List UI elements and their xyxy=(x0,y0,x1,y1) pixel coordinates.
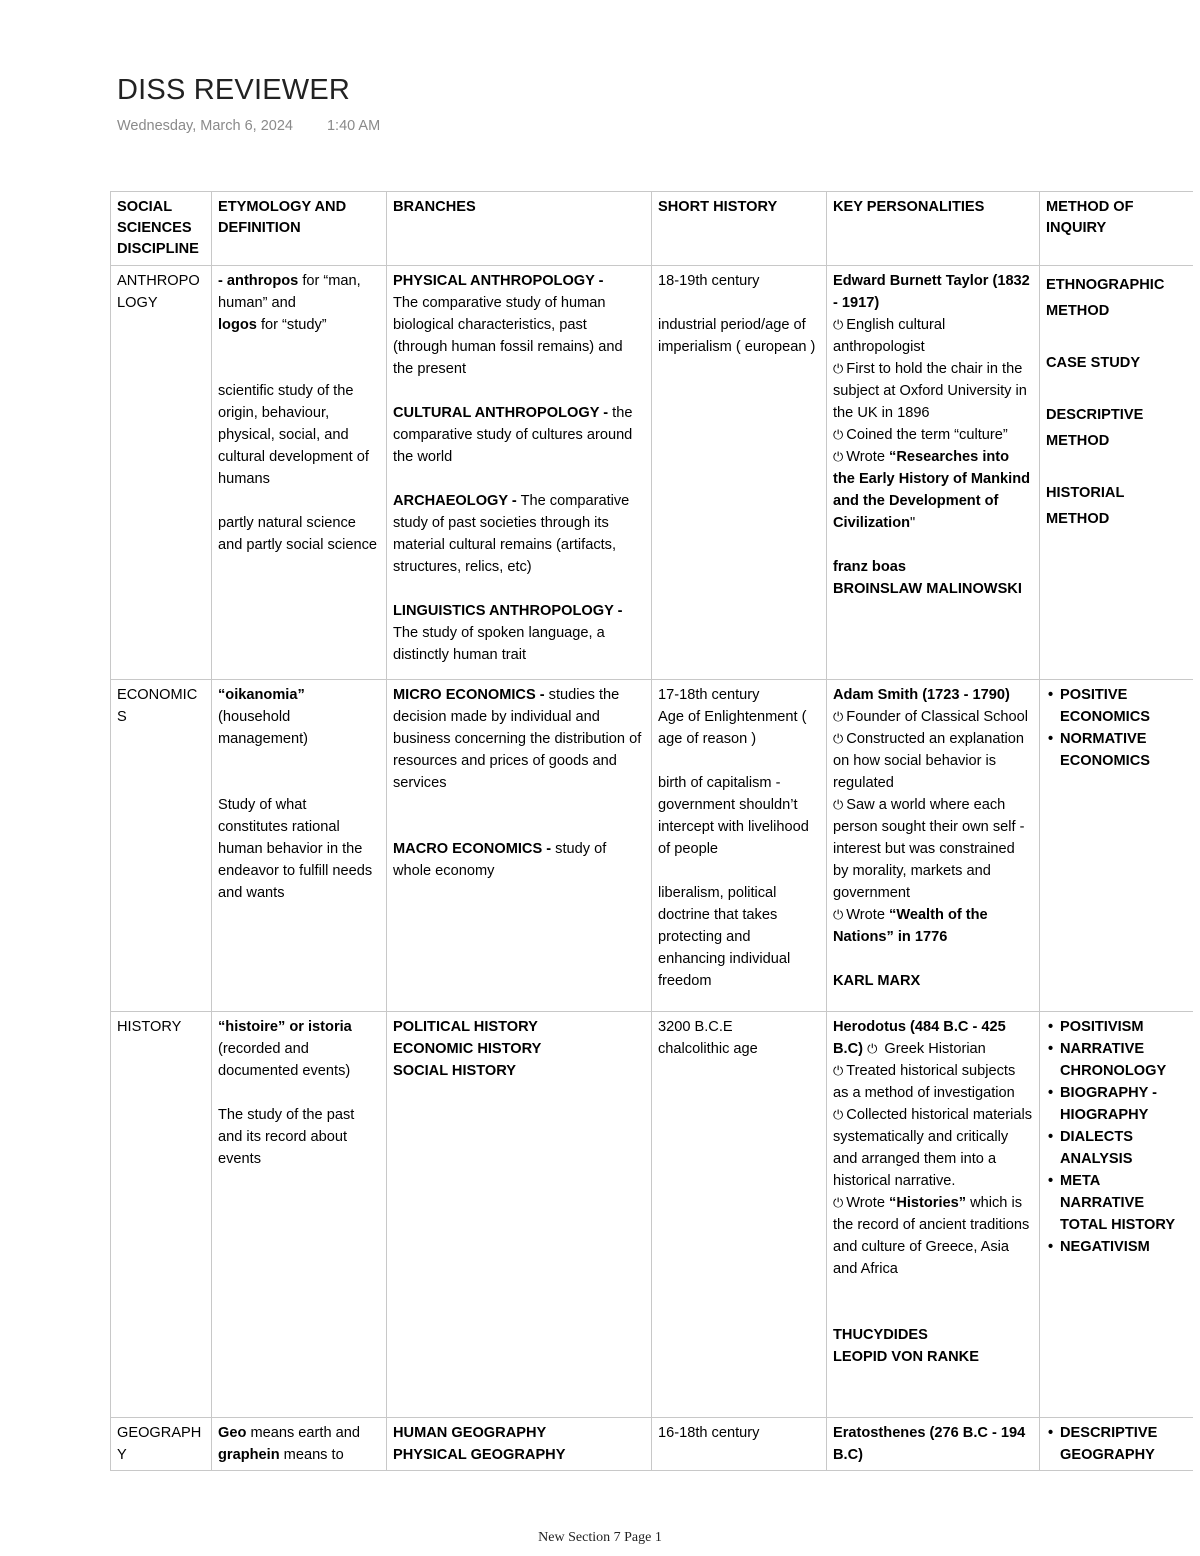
power-icon: ⏻ xyxy=(867,1041,878,1056)
list-item: • DIALECTS ANALYSIS xyxy=(1046,1126,1187,1170)
table-row xyxy=(111,1418,1194,1471)
power-icon: ⏻ xyxy=(833,709,844,724)
power-icon: ⏻ xyxy=(833,427,844,442)
power-icon: ⏻ xyxy=(833,731,844,746)
personalities-cell: Herodotus (484 B.C - 425 B.C) ⏻ Greek Historian ⏻ Treated historical subjects as a method of investigation ⏻ Collected historical materials systematically and critically and arranged them into a historical narrative. ⏻ Wrote “Histories” which is the record of ancient traditions and culture of Greece, Asia and Africa THUCYDIDES LEOPID VON RANKE xyxy=(827,1012,1040,1418)
branches-cell: PHYSICAL ANTHROPOLOGY - The comparative study of human biological characteristics, past (through human fossil remains) and the present CULTURAL ANTHROPOLOGY - the comparative study of cultures around the world ARCHAEOLOGY - The comparative study of past societies through its material cultural remains (artifacts, structures, relics, etc) LINGUISTICS ANTHROPOLOGY - The study of spoken language, a distinctly human trait xyxy=(387,266,652,680)
table-container xyxy=(110,191,1193,1481)
method-cell xyxy=(1040,680,1194,1012)
etymology-cell: “oikanomia” (household management) Study of what constitutes rational human behavior in the endeavor to fulfill needs and wants xyxy=(212,680,387,1012)
discipline-cell: ANTHROPOLOGY xyxy=(111,266,212,680)
method-list xyxy=(1046,684,1187,772)
short-history-cell: 3200 B.C.E chalcolithic age xyxy=(652,1012,827,1418)
definition-text: scientific study of the origin, behaviour, physical, social, and cultural development of humans xyxy=(218,383,369,487)
page-title: DISS REVIEWER xyxy=(117,74,351,106)
power-icon: ⏻ xyxy=(833,1195,844,1210)
personalities-cell: Adam Smith (1723 - 1790) ⏻ Founder of Classical School ⏻ Constructed an explanation on how social behavior is regulated ⏻ Saw a world where each person sought their own self - interest but was constrained by morality, markets and government ⏻ Wrote “Wealth of the Nations” in 1776 KARL MARX xyxy=(827,680,1040,1012)
list-item: • NARRATIVE CHRONOLOGY xyxy=(1046,1038,1187,1082)
discipline-cell: HISTORY xyxy=(111,1012,212,1418)
personalities-cell: Eratosthenes (276 B.C - 194 B.C) xyxy=(827,1418,1040,1471)
page-date: Wednesday, March 6, 2024 xyxy=(117,118,293,134)
header-key-personalities: KEY PERSONALITIES xyxy=(827,192,1040,266)
method-cell xyxy=(1040,1418,1194,1471)
page-footer: New Section 7 Page 1 xyxy=(538,1530,662,1545)
table-row xyxy=(111,1012,1194,1418)
header-branches: BRANCHES xyxy=(387,192,652,266)
page-meta xyxy=(117,118,380,134)
short-history-cell: 17-18th century Age of Enlightenment ( age of reason ) birth of capitalism - government shouldn’t intercept with livelihood of people liberalism, political doctrine that takes protecting and enhancing individual freedom xyxy=(652,680,827,1012)
method-cell: ETHNOGRAPHIC METHOD CASE STUDY DESCRIPTIVE METHOD HISTORIAL METHOD xyxy=(1040,266,1194,680)
page-time: 1:40 AM xyxy=(326,118,381,134)
discipline-cell: ECONOMICS xyxy=(111,680,212,1012)
definition-text: Study of what constitutes rational human behavior in the endeavor to fulfill needs and wants xyxy=(218,797,373,901)
header-method: METHOD OF INQUIRY xyxy=(1040,192,1194,266)
table-row xyxy=(111,680,1194,1012)
power-icon: ⏻ xyxy=(833,361,844,376)
list-item: • BIOGRAPHY - HIOGRAPHY xyxy=(1046,1082,1187,1126)
definition-text: The study of the past and its record about events xyxy=(218,1107,355,1167)
list-item: • NORMATIVE ECONOMICS xyxy=(1046,728,1187,772)
power-icon: ⏻ xyxy=(833,797,844,812)
power-icon: ⏻ xyxy=(833,449,844,464)
method-cell xyxy=(1040,1012,1194,1418)
etymology-cell: Geo means earth and graphein means to xyxy=(212,1418,387,1471)
header-etymology: ETYMOLOGY AND DEFINITION xyxy=(212,192,387,266)
table-row xyxy=(111,266,1194,680)
etymology-cell: - anthropos for “man, human” and logos for “study” scientific study of the origin, behaviour, physical, social, and cultural development of humans partly natural science and partly social science xyxy=(212,266,387,680)
discipline-cell: GEOGRAPHY xyxy=(111,1418,212,1471)
branches-cell: HUMAN GEOGRAPHY PHYSICAL GEOGRAPHY xyxy=(387,1418,652,1471)
list-item: • DESCRIPTIVE GEOGRAPHY xyxy=(1046,1422,1187,1466)
social-sciences-table xyxy=(110,191,1193,1471)
power-icon: ⏻ xyxy=(833,907,844,922)
table-header-row xyxy=(111,192,1194,266)
header-discipline: SOCIAL SCIENCES DISCIPLINE xyxy=(111,192,212,266)
power-icon: ⏻ xyxy=(833,1063,844,1078)
short-history-cell: 18-19th century industrial period/age of imperialism ( european ) xyxy=(652,266,827,680)
power-icon: ⏻ xyxy=(833,317,844,332)
power-icon: ⏻ xyxy=(833,1107,844,1122)
header-short-history: SHORT HISTORY xyxy=(652,192,827,266)
list-item: • META NARRATIVE TOTAL HISTORY xyxy=(1046,1170,1187,1236)
method-list xyxy=(1046,1422,1187,1466)
branches-cell: POLITICAL HISTORY ECONOMIC HISTORY SOCIAL HISTORY xyxy=(387,1012,652,1418)
list-item: • POSITIVISM xyxy=(1046,1016,1187,1038)
method-list xyxy=(1046,1016,1187,1258)
branches-cell: MICRO ECONOMICS - studies the decision made by individual and business concerning the distribution of resources and prices of goods and services MACRO ECONOMICS - study of whole economy xyxy=(387,680,652,1012)
list-item: • NEGATIVISM xyxy=(1046,1236,1187,1258)
etymology-cell: “histoire” or istoria (recorded and documented events) The study of the past and its record about events xyxy=(212,1012,387,1418)
list-item: • POSITIVE ECONOMICS xyxy=(1046,684,1187,728)
short-history-cell: 16-18th century xyxy=(652,1418,827,1471)
personalities-cell: Edward Burnett Taylor (1832 - 1917) ⏻ English cultural anthropologist ⏻ First to hold the chair in the subject at Oxford University in the UK in 1896 ⏻ Coined the term “culture” ⏻ Wrote “Researches into the Early History of Mankind and the Development of Civilization" franz boas BROINSLAW MALINOWSKI xyxy=(827,266,1040,680)
